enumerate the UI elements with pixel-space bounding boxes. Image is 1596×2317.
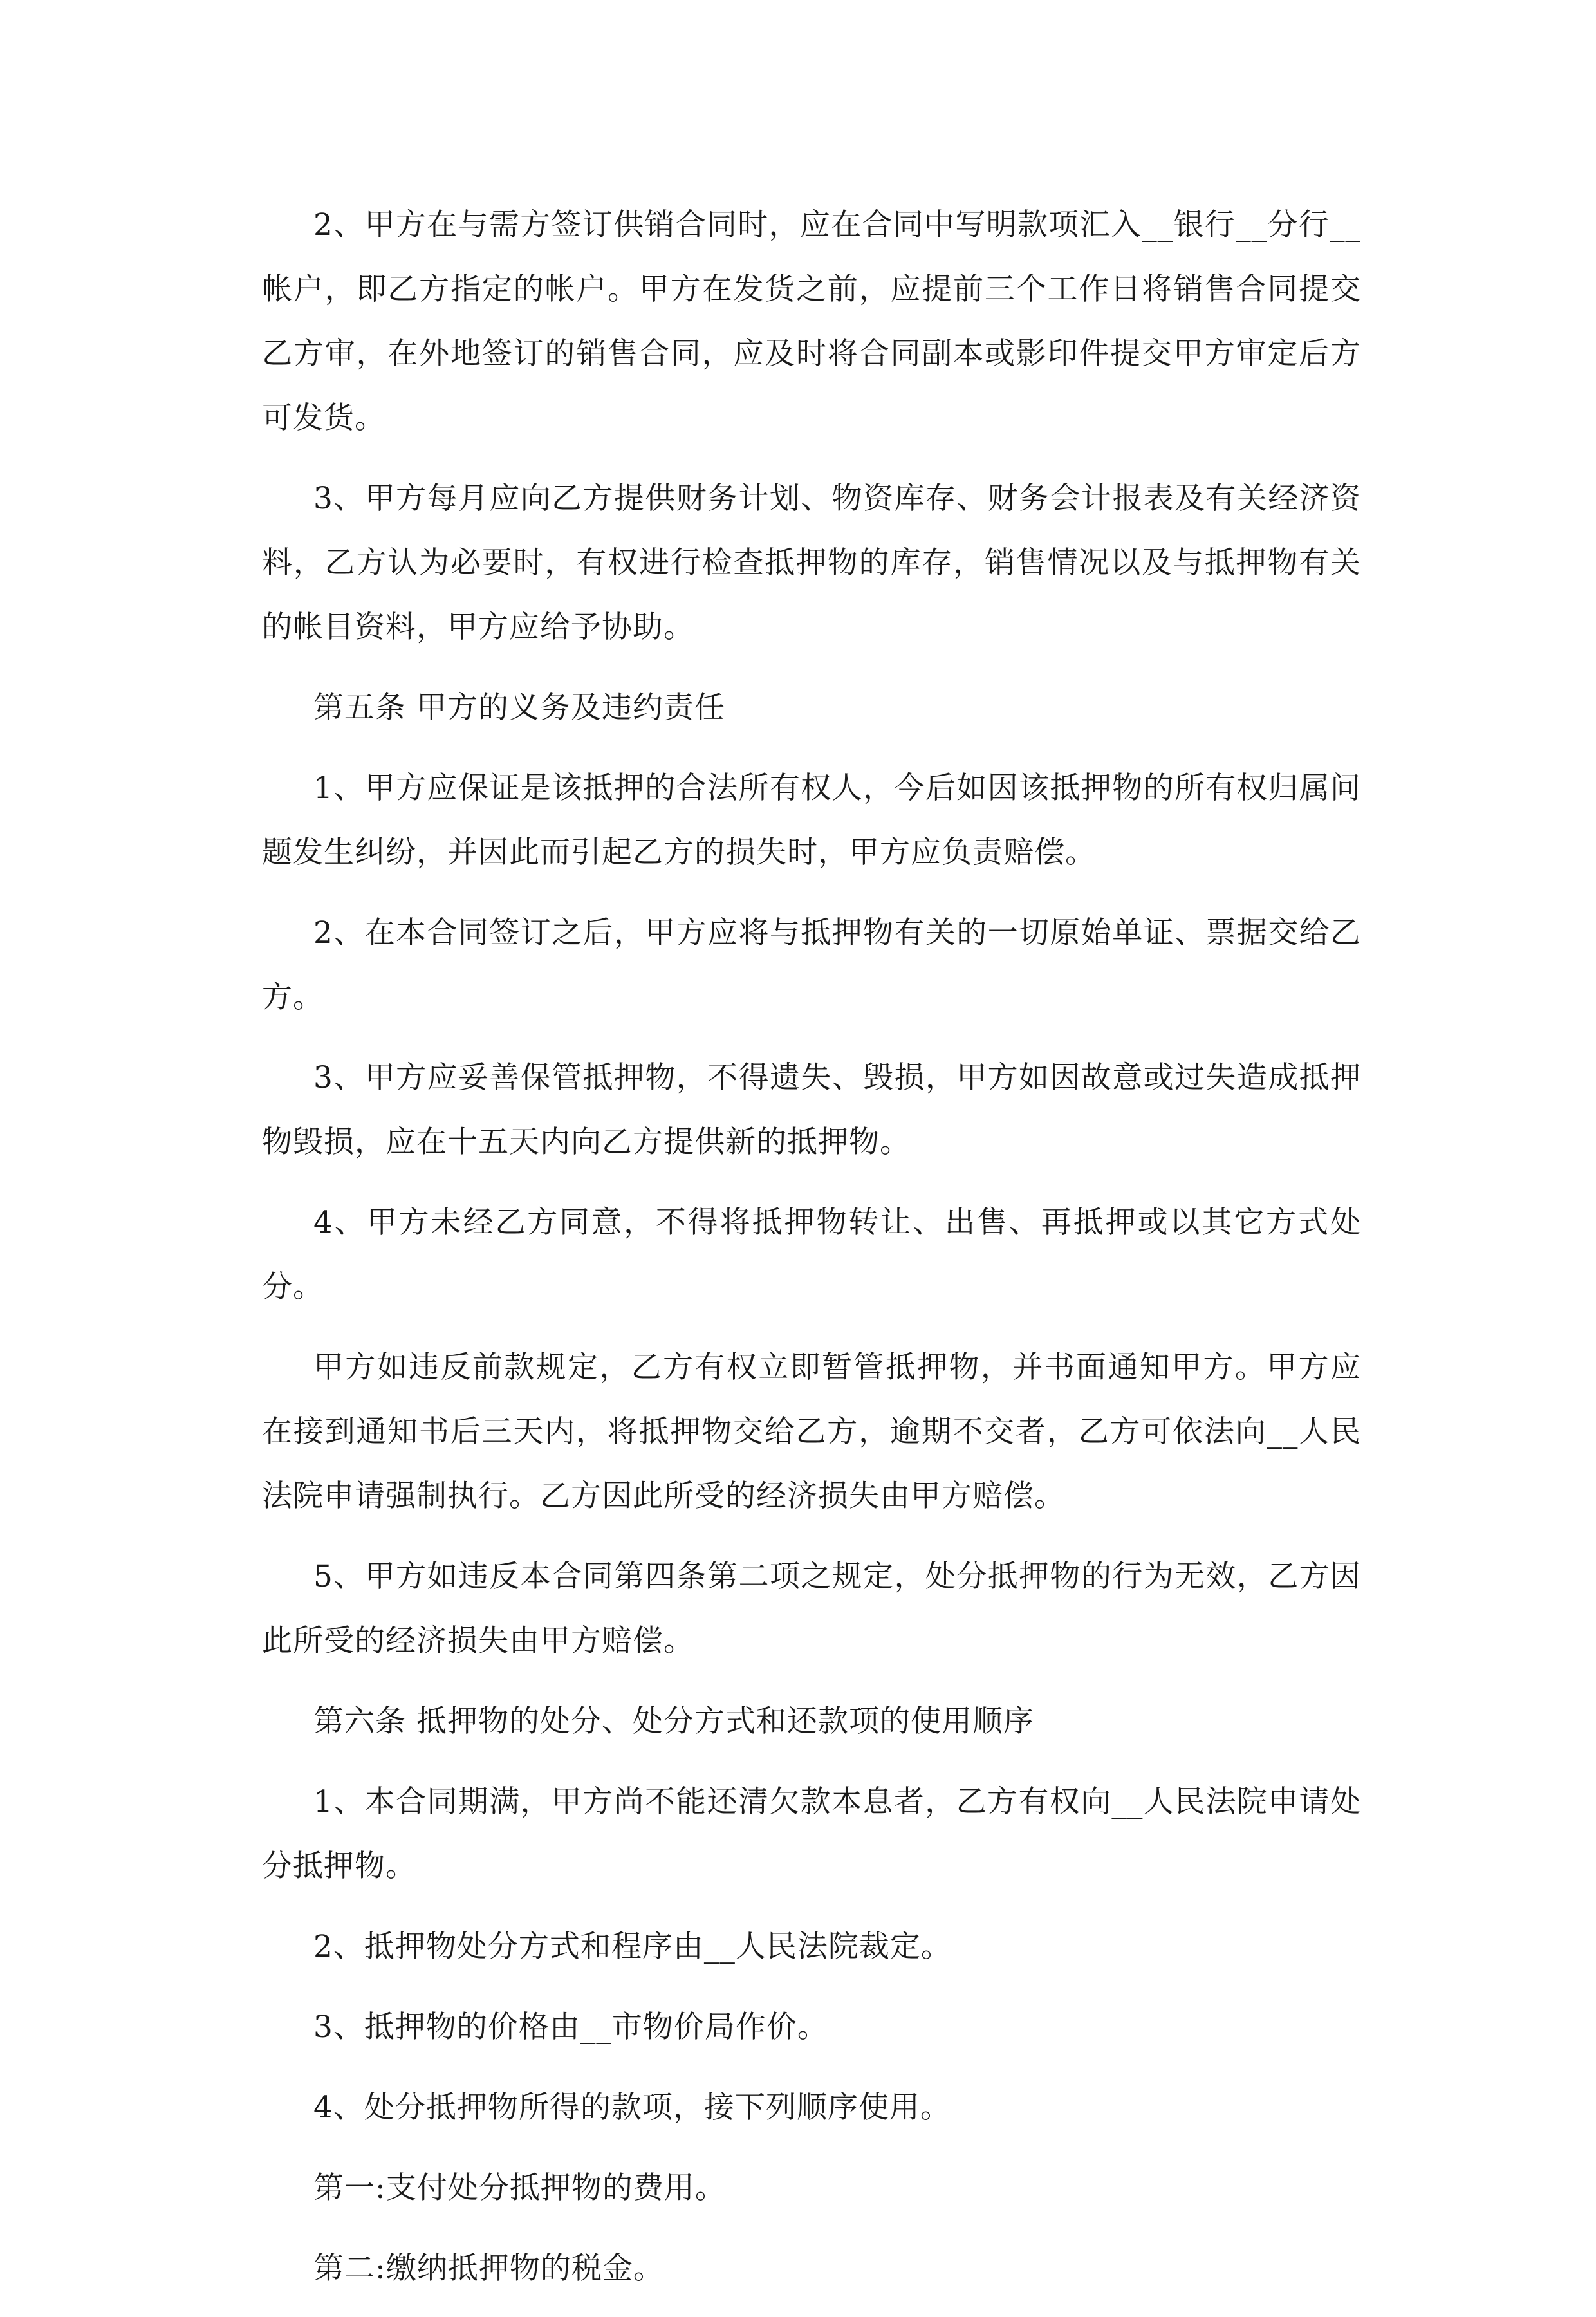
clause-6-order-1: 第一:支付处分抵押物的费用。 [313,2170,726,2206]
clause-6-item-2: 2、抵押物处分方式和程序由__人民法院裁定。 [313,1929,952,1964]
clause-4-item-3: 3、甲方每月应向乙方提供财务计划、物资库存、财务会计报表及有关经济资料，乙方认为必要时，有权进行检查抵押物的库存，销售情况以及与抵押物有关的帐目资料，甲方应给予协助。 [262,481,1361,645]
clause-6-order-2: 第二:缴纳抵押物的税金。 [313,2251,664,2286]
clause-6-item-4: 4、处分抵押物所得的款项，接下列顺序使用。 [313,2090,951,2125]
clause-5-item-4-continued: 甲方如违反前款规定，乙方有权立即暂管抵押物，并书面通知甲方。甲方应在接到通知书后三天内，将抵押物交给乙方，逾期不交者，乙方可依法向__人民法院申请强制执行。乙方因此所受的经济损失由甲方赔偿。 [262,1350,1361,1514]
clause-4-item-2: 2、甲方在与需方签订供销合同时，应在合同中写明款项汇入__银行__分行__帐户，即乙方指定的帐户。甲方在发货之前，应提前三个工作日将销售合同提交乙方审，在外地签订的销售合同，应及时将合同副本或影印件提交甲方审定后方可发货。 [262,207,1361,436]
clause-5-item-4: 4、甲方未经乙方同意，不得将抵押物转让、出售、再抵押或以其它方式处分。 [262,1205,1361,1305]
clause-6-heading: 第六条 抵押物的处分、处分方式和还款项的使用顺序 [313,1704,1034,1739]
clause-5-heading: 第五条 甲方的义务及违约责任 [313,690,725,725]
clause-6-item-1: 1、本合同期满，甲方尚不能还清欠款本息者，乙方有权向__人民法院申请处分抵押物。 [262,1784,1361,1884]
clause-5-item-1: 1、甲方应保证是该抵押的合法所有权人，今后如因该抵押物的所有权归属问题发生纠纷，并因此而引起乙方的损失时，甲方应负责赔偿。 [262,770,1361,870]
clause-5-item-5: 5、甲方如违反本合同第四条第二项之规定，处分抵押物的行为无效，乙方因此所受的经济损失由甲方赔偿。 [262,1559,1361,1659]
clause-5-item-2: 2、在本合同签订之后，甲方应将与抵押物有关的一切原始单证、票据交给乙方。 [262,915,1361,1015]
clause-6-item-3: 3、抵押物的价格由__市物价局作价。 [313,2009,828,2045]
document-body [262,193,1361,2317]
clause-5-item-3: 3、甲方应妥善保管抵押物，不得遗失、毁损，甲方如因故意或过失造成抵押物毁损，应在十五天内向乙方提供新的抵押物。 [262,1060,1361,1160]
